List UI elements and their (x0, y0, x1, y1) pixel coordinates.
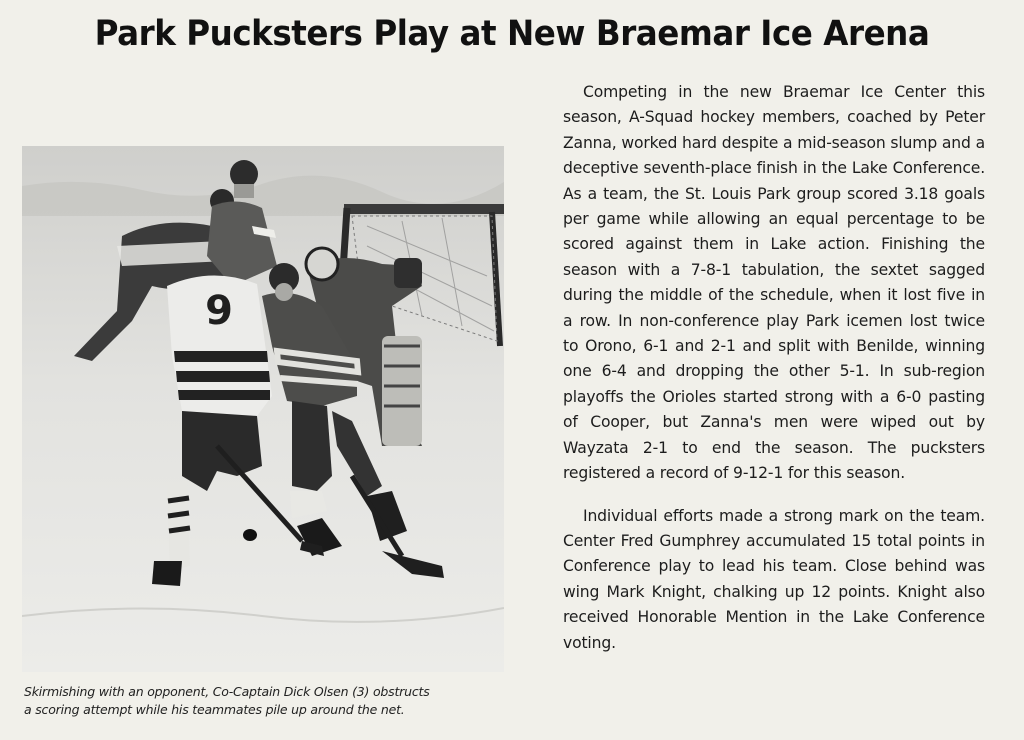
hockey-photo-icon (22, 146, 504, 672)
caption-line-2: a scoring attempt while his teammates pile up around the net. (24, 702, 405, 717)
article-body (563, 80, 985, 673)
puck (243, 529, 257, 541)
article-paragraph: Competing in the new Braemar Ice Center this season, A-Squad hockey members, coached by Peter Zanna, worked hard despite a mid-season slump and a deceptive seventh-place finish in the Lake Conference. As a team, the St. Louis Park group scored 3.18 goals per game while allowing an equal percentage to be scored against them in Lake action. Finishing the season with a 7-8-1 tabulation, the sextet sagged during the middle of the schedule, when it lost five in a row. In non-conference play Park icemen lost twice to Orono, 6-1 and 2-1 and split with Benilde, winning one 6-4 and dropping the other 5-1. In sub-region playoffs the Orioles started strong with a 6-0 pasting of Cooper, but Zanna's men were wiped out by Wayzata 2-1 to end the season. The pucksters registered a record of 9-12-1 for this season. (563, 83, 985, 483)
page-headline: Park Pucksters Play at New Braemar Ice Arena (94, 14, 930, 54)
caption-line-1: Skirmishing with an opponent, Co-Captain Dick Olsen (3) obstructs (24, 684, 430, 699)
article-paragraph: Individual efforts made a strong mark on the team. Center Fred Gumphrey accumulated 15 total points in Conference play to lead his team. Close behind was wing Mark Knight, chalking up 12 points. Knight also received Honorable Mention in the Lake Conference voting. (563, 506, 985, 652)
hockey-photo (22, 146, 504, 672)
photo-caption (24, 683, 524, 719)
jersey-number: 9 (205, 288, 233, 334)
